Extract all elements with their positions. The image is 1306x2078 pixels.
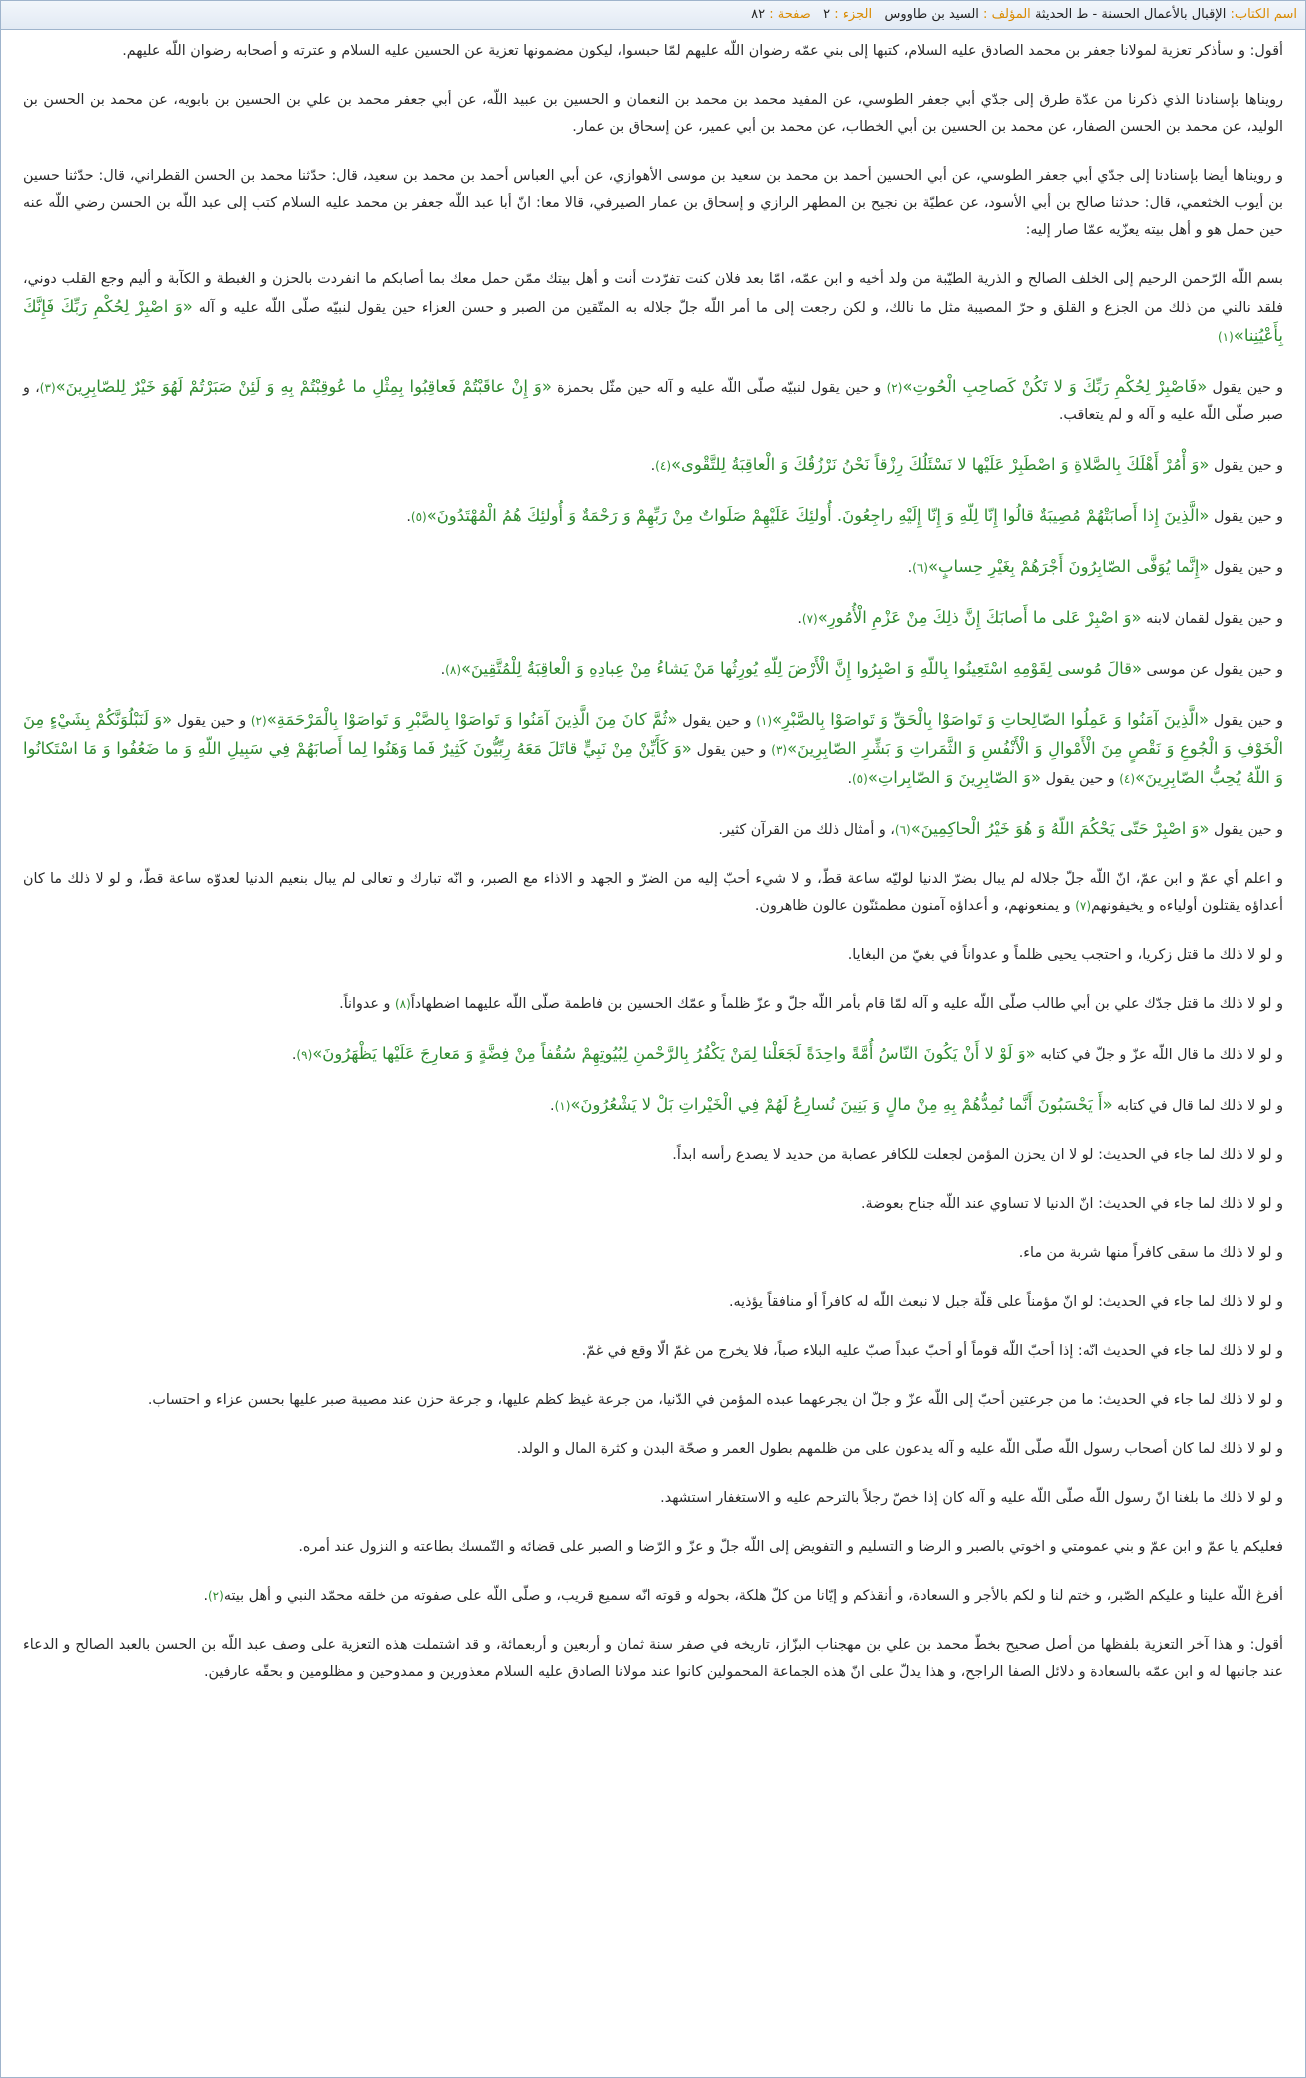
text-segment: و حين يقول (1209, 458, 1283, 474)
quran-quote: «وَ كَأَيِّنْ مِنْ نَبِيٍّ قاتَلَ مَعَهُ رِبِّيُّونَ كَثِيرٌ فَما وَهَنُوا لِما أَصابَهُمْ فِي سَبِيلِ اللّهِ وَ ما ضَعُفُوا وَ مَا اسْتَكانُوا وَ اللّهُ يُحِبُّ الصّابِرِينَ» (23, 739, 1283, 787)
text-segment: و حين يقول (1209, 509, 1283, 525)
footnote-ref[interactable]: (٥) (410, 510, 427, 524)
quran-quote: «وَ أْمُرْ أَهْلَكَ بِالصَّلاةِ وَ اصْطَبِرْ عَلَيْها لا نَسْئَلُكَ رِزْقاً نَحْنُ نَرْزُقُكَ وَ الْعاقِبَةُ لِلتَّقْوى» (671, 455, 1210, 474)
quran-quote: «الَّذِينَ إِذا أَصابَتْهُمْ مُصِيبَةٌ قالُوا إِنّا لِلّهِ وَ إِنّا إِلَيْهِ راجِعُونَ. أُولئِكَ عَلَيْهِمْ صَلَواتٌ مِنْ رَبِّهِمْ وَ رَحْمَةٌ وَ أُولئِكَ هُمُ الْمُهْتَدُونَ» (426, 506, 1210, 525)
text-segment: و لو لا ذلك ما سقى كافراً منها شربة من ماء. (1018, 1245, 1283, 1261)
text-segment: و حين يقول (691, 742, 772, 758)
footnote-ref[interactable]: (٦) (912, 561, 928, 575)
paragraph (23, 1338, 1283, 1365)
book-text (1, 30, 1305, 1686)
footnote-ref[interactable]: (٨) (394, 997, 411, 1011)
quran-quote: «وَ اصْبِرْ لِحُكْمِ رَبِّكَ فَإِنَّكَ بِأَعْيُنِنا» (23, 297, 1283, 345)
quran-quote: «قالَ مُوسى لِقَوْمِهِ اسْتَعِينُوا بِاللّهِ وَ اصْبِرُوا إِنَّ الْأَرْضَ لِلّهِ يُورِثُها مَنْ يَشاءُ مِنْ عِبادِهِ وَ الْعاقِبَةُ لِلْمُتَّقِينَ» (461, 659, 1142, 678)
text-segment: أفرغ اللّه علينا و عليكم الصّبر، و ختم لنا و لكم بالأجر و السعادة، و أنقذكم و إيّانا من كلّ هلكة، بحوله و قوته انّه سميع قريب، و صلّى اللّه على صفوته من خلقه محمّد النبي و أهل بيته (223, 1588, 1283, 1604)
quran-quote: «إِنَّما يُوَفَّى الصّابِرُونَ أَجْرَهُمْ بِغَيْرِ حِسابٍ» (927, 557, 1210, 576)
paragraph (23, 266, 1283, 351)
footnote-ref[interactable]: (١) (554, 1099, 571, 1113)
quran-quote: «وَ اصْبِرْ حَتّى يَحْكُمَ اللّهُ وَ هُوَ خَيْرُ الْحاكِمِينَ» (910, 819, 1210, 838)
text-segment: و حين يقول عن موسى (1141, 662, 1283, 678)
footnote-ref[interactable]: (٨) (445, 663, 461, 677)
paragraph (23, 604, 1283, 633)
text-segment: . (650, 458, 656, 474)
footnote-ref[interactable]: (٣) (771, 743, 788, 757)
text-segment: . (440, 662, 446, 678)
text-segment: . (291, 1047, 297, 1063)
paragraph (23, 1240, 1283, 1267)
paragraph (23, 553, 1283, 582)
part-number: ٢ (823, 7, 831, 22)
text-segment: و حين يقول (1209, 713, 1284, 729)
paragraph (23, 1191, 1283, 1218)
text-segment: فعليكم يا عمّ و ابن عمّ و بني عمومتي و اخوتي بالصبر و الرضا و التسليم و التفويض إلى اللّه جلّ و عزّ و الرّضا و الصبر على قضائه و التّمسك بطاعته و النزول عند أمره. (298, 1539, 1283, 1555)
quran-quote: «أَ يَحْسَبُونَ أَنَّما نُمِدُّهُمْ بِهِ مِنْ مالٍ وَ بَنِينَ نُسارِعُ لَهُمْ فِي الْخَيْراتِ بَلْ لا يَشْعُرُونَ» (570, 1095, 1113, 1114)
paragraph (23, 1485, 1283, 1512)
quran-quote: «وَ إِنْ عاقَبْتُمْ فَعاقِبُوا بِمِثْلِ ما عُوقِبْتُمْ بِهِ وَ لَئِنْ صَبَرْتُمْ لَهُوَ خَيْرٌ لِلصّابِرِينَ» (55, 377, 552, 396)
footnote-ref[interactable]: (٩) (296, 1048, 313, 1062)
paragraph (23, 991, 1283, 1018)
text-segment: و يمنعونهم، و أعداؤه آمنون مطمئنّون عالون ظاهرون. (754, 898, 1076, 914)
text-segment: و لو لا ذلك لما جاء في الحديث: انّ الدنيا لا تساوي عند اللّه جناح بعوضة. (861, 1196, 1283, 1212)
text-segment: و حين يقول (1209, 560, 1283, 576)
footnote-ref[interactable]: (٤) (1119, 772, 1136, 786)
text-segment: . (406, 509, 411, 525)
text-segment: . (907, 560, 913, 576)
text-segment: و عدواناً. (339, 996, 395, 1012)
text-segment: . (203, 1588, 208, 1604)
text-segment: و لو لا ذلك ما قتل جدّك علي بن أبي طالب صلّى اللّه عليه و آله لمّا قام بأمر اللّه جلّ و عزّ ظلماً و عمّك الحسين بن فاطمة صلّى اللّه عليهما اضطهاداً (410, 996, 1283, 1012)
footnote-ref[interactable]: (٧) (801, 612, 818, 626)
paragraph (23, 87, 1283, 141)
text-segment: و حين يقول (1041, 771, 1120, 787)
text-segment: و لو لا ذلك لما قال في كتابه (1112, 1098, 1283, 1114)
text-segment: أقول: و سأذكر تعزية لمولانا جعفر بن محمد الصادق عليه السلام، كتبها إلى بني عمّه رضوان اللّه عليهم لمّا حبسوا، ليكون مضمونها تعزية عن الحسين عليه السلام و عترته و أصحابه رضوان اللّه عليهم. (122, 43, 1283, 59)
paragraph (23, 866, 1283, 920)
text-segment: بسم اللّه الرّحمن الرحيم إلى الخلف الصالح و الذرية الطيّبة من ولد أخيه و ابن عمّه، امّا بعد فلان كنت تفرّدت أنت و أهل بيتك ممّن حمل معك بما أصابكم ما انفردت بالحزن و الغبطة و الكآبة و أليم وجع القلب دوني، فلقد نالني من ذلك من الجزع و القلق و حرّ المصيبة مثل ما نالك، و لكن رجعت إلى ما أمر اللّه جلّ جلاله به المتّقين من الصبر و حسن العزاء حين يقول لنبيّه صلّى اللّه عليه و آله (23, 271, 1283, 316)
quran-quote: «وَ الصّابِرِينَ وَ الصّابِراتِ» (867, 768, 1042, 787)
paragraph (23, 815, 1283, 844)
paragraph (23, 1040, 1283, 1069)
paragraph (23, 38, 1283, 65)
text-segment: و حين يقول لقمان لابنه (1141, 611, 1283, 627)
footnote-ref[interactable]: (٧) (1075, 899, 1092, 913)
text-segment: و حين يقول لنبيّه صلّى اللّه عليه و آله حين مثّل بحمزة (551, 380, 887, 396)
footnote-ref[interactable]: (٢) (886, 381, 903, 395)
paragraph (23, 1436, 1283, 1463)
text-segment: و رويناها أيضا بإسنادنا إلى جدّي أبي جعفر الطوسي، عن أبي الحسين أحمد بن محمد بن سعيد بن موسى الأهوازي، عن أبي العباس أحمد بن محمد بن سعيد، قال: حدّثنا محمد بن الحسن القطراني، قال: حدّثنا حسين بن أيوب الخثعمي، قال: حدثنا صالح بن أبي الأسود، عن عطيّة بن نجيح بن المطهر الرازي و إسحاق بن عمار الصيرفي، قالا معا: انّ أبا عبد اللّه جعفر بن محمد عليه السلام كتب إلى عبد اللّه بن الحسن رضي اللّه عنه حين حمل هو و أهل بيته يعزّيه عمّا صار إليه: (23, 168, 1283, 238)
paragraph (23, 1289, 1283, 1316)
footnote-ref[interactable]: (٢) (250, 714, 267, 728)
paragraph (23, 1632, 1283, 1686)
paragraph (23, 1387, 1283, 1414)
text-segment: . (797, 611, 802, 627)
text-segment: و لو لا ذلك لما جاء في الحديث: لو انّ مؤمناً على قلّة جبل لا نبعث اللّه له كافراً أو منافقاً يؤذيه. (728, 1294, 1283, 1310)
author-key: المؤلف (991, 7, 1031, 22)
text-segment: و لو لا ذلك ما قال اللّه عزّ و جلّ في كتابه (1035, 1047, 1283, 1063)
text-segment: و لو لا ذلك ما قتل زكريا، و احتجب يحيى ظلماً و عدواناً في بغيّ من البغايا. (847, 947, 1283, 963)
paragraph (23, 942, 1283, 969)
text-segment: و حين يقول (172, 713, 251, 729)
paragraph (23, 502, 1283, 531)
text-segment: و حين يقول (677, 713, 757, 729)
text-segment: و حين يقول (1207, 380, 1283, 396)
page-number: ٨٢ (751, 7, 766, 22)
quran-quote: «وَ لَوْ لا أَنْ يَكُونَ النّاسُ أُمَّةً واحِدَةً لَجَعَلْنا لِمَنْ يَكْفُرُ بِالرَّحْمنِ لِبُيُوتِهِمْ سُقُفاً مِنْ فِضَّةٍ وَ مَعارِجَ عَلَيْها يَظْهَرُونَ» (312, 1044, 1036, 1063)
text-segment: رويناها بإسنادنا الذي ذكرنا من عدّة طرق إلى جدّي أبي جعفر الطوسي، عن المفيد محمد بن محمد بن النعمان و الحسين بن عبيد اللّه، عن أبي جعفر محمد بن علي بن الحسين بن بابويه، عن محمد بن الحسن بن الوليد، عن محمد بن الحسن الصفار، عن محمد بن الحسين بن أبي الخطاب، عن محمد بن أبي عمير، عن إسحاق بن عمار. (23, 92, 1283, 135)
text-segment: و حين يقول (1209, 822, 1283, 838)
text-segment: و لو لا ذلك لما كان أصحاب رسول اللّه صلّى اللّه عليه و آله يدعون على من ظلمهم بطول العمر و صحّة البدن و كثرة المال و الولد. (516, 1441, 1283, 1457)
paragraph (23, 373, 1283, 429)
text-segment: . (847, 771, 852, 787)
footnote-ref[interactable]: (٥) (851, 772, 868, 786)
paragraph (23, 706, 1283, 793)
quran-quote: «وَ لَنَبْلُوَنَّكُمْ بِشَيْءٍ مِنَ الْخَوْفِ وَ الْجُوعِ وَ نَقْصٍ مِنَ الْأَمْوالِ وَ الْأَنْفُسِ وَ الثَّمَراتِ وَ بَشِّرِ الصّابِرِينَ» (23, 710, 1284, 758)
footnote-ref[interactable]: (٢) (207, 1589, 224, 1603)
quran-quote: «وَ اصْبِرْ عَلى ما أَصابَكَ إِنَّ ذلِكَ مِنْ عَزْمِ الْأُمُورِ» (817, 608, 1142, 627)
text-segment: و اعلم أي عمّ و ابن عمّ، انّ اللّه جلّ جلاله لم يبال بضرّ الدنيا لوليّه ساعة قطّ، و لا شيء أحبّ إليه من الضرّ و الجهد و الاذاء مع الصبر، و انّه تبارك و تعالى لم يبال بنعيم الدنيا لعدوّه ساعة قطّ، و لو لا ذلك ما كان أعداؤه يقتلون أولياءه و يخيفونهم (23, 871, 1283, 914)
text-segment: و لو لا ذلك لما جاء في الحديث انّه: إذا أحبّ اللّه قوماً أو أحبّ عبداً صبّ عليه البلاء صباً، فلا يخرج من غمّ الّا وقع في غمّ. (581, 1343, 1283, 1359)
book-title-key: اسم الكتاب (1234, 7, 1297, 22)
text-segment: . (550, 1098, 555, 1114)
text-segment: و لو لا ذلك لما جاء في الحديث: لو لا ان يحزن المؤمن لجعلت للكافر عصابة من حديد لا يصدع رأسه ابداً. (672, 1147, 1283, 1163)
text-segment: ، و أمثال ذلك من القرآن كثير. (718, 822, 895, 838)
footnote-ref[interactable]: (١) (756, 714, 773, 728)
paragraph (23, 1534, 1283, 1561)
author-name: السيد بن طاووس (884, 7, 979, 22)
paragraph (23, 1091, 1283, 1120)
text-segment: أقول: و هذا آخر التعزية بلفظها من أصل صحيح بخطّ محمد بن علي بن مهجناب البزّاز، تاريخه في صفر سنة ثمان و أربعين و أربعمائة، و قد اشتملت هذه التعزية على وصف عبد اللّه بن الحسن بالعبد الصالح و الدعاء عند جانبها له و ابن عمّه بالسعادة و دلائل الصفا الراجح، و هذا يدلّ على انّ هذه الجماعة المحمولين كانوا عند مولانا الصادق عليه السلام معذورين و ممدوحين و مظلومين و بحقّه عارفين. (23, 1637, 1283, 1680)
text-segment: ، و صبر صلّى اللّه عليه و آله و لم يتعاقب. (23, 380, 1283, 423)
footnote-ref[interactable]: (٣) (39, 381, 56, 395)
paragraph (23, 1142, 1283, 1169)
footnote-ref[interactable]: (٦) (894, 823, 911, 837)
text-segment: و لو لا ذلك لما جاء في الحديث: ما من جرعتين أحبّ إلى اللّه عزّ و جلّ ان يجرعهما عبده المؤمن في الدّنيا، من جرعة غيظ كظم عليها، و جرعة حزن عند مصيبة صبر عليها بحسن عزاء و احتساب. (147, 1392, 1283, 1408)
part-key: الجزء (842, 7, 873, 22)
paragraph (23, 163, 1283, 244)
page-key: صفحة (777, 7, 811, 22)
book-title: الإقبال بالأعمال الحسنة - ط الحديثة (1034, 7, 1227, 22)
book-info-bar: اسم الكتاب: الإقبال بالأعمال الحسنة - ط الحديثة المؤلف : السيد بن طاووس الجزء : ٢ صفحة : ٨٢ (1, 1, 1305, 30)
paragraph (23, 655, 1283, 684)
quran-quote: «ثُمَّ كانَ مِنَ الَّذِينَ آمَنُوا وَ تَواصَوْا بِالصَّبْرِ وَ تَواصَوْا بِالْمَرْحَمَةِ» (266, 710, 678, 729)
paragraph (23, 451, 1283, 480)
quran-quote: «الَّذِينَ آمَنُوا وَ عَمِلُوا الصّالِحاتِ وَ تَواصَوْا بِالْحَقِّ وَ تَواصَوْا بِالصَّبْرِ» (772, 710, 1209, 729)
footnote-ref[interactable]: (١) (1217, 330, 1234, 344)
footnote-ref[interactable]: (٤) (655, 459, 671, 473)
quran-quote: «فَاصْبِرْ لِحُكْمِ رَبِّكَ وَ لا تَكُنْ كَصاحِبِ الْحُوتِ» (902, 377, 1208, 396)
paragraph (23, 1583, 1283, 1610)
text-segment: و لو لا ذلك ما بلغنا انّ رسول اللّه صلّى اللّه عليه و آله كان إذا خصّ رجلاً بالترحم عليه و الاستغفار استشهد. (660, 1490, 1283, 1506)
